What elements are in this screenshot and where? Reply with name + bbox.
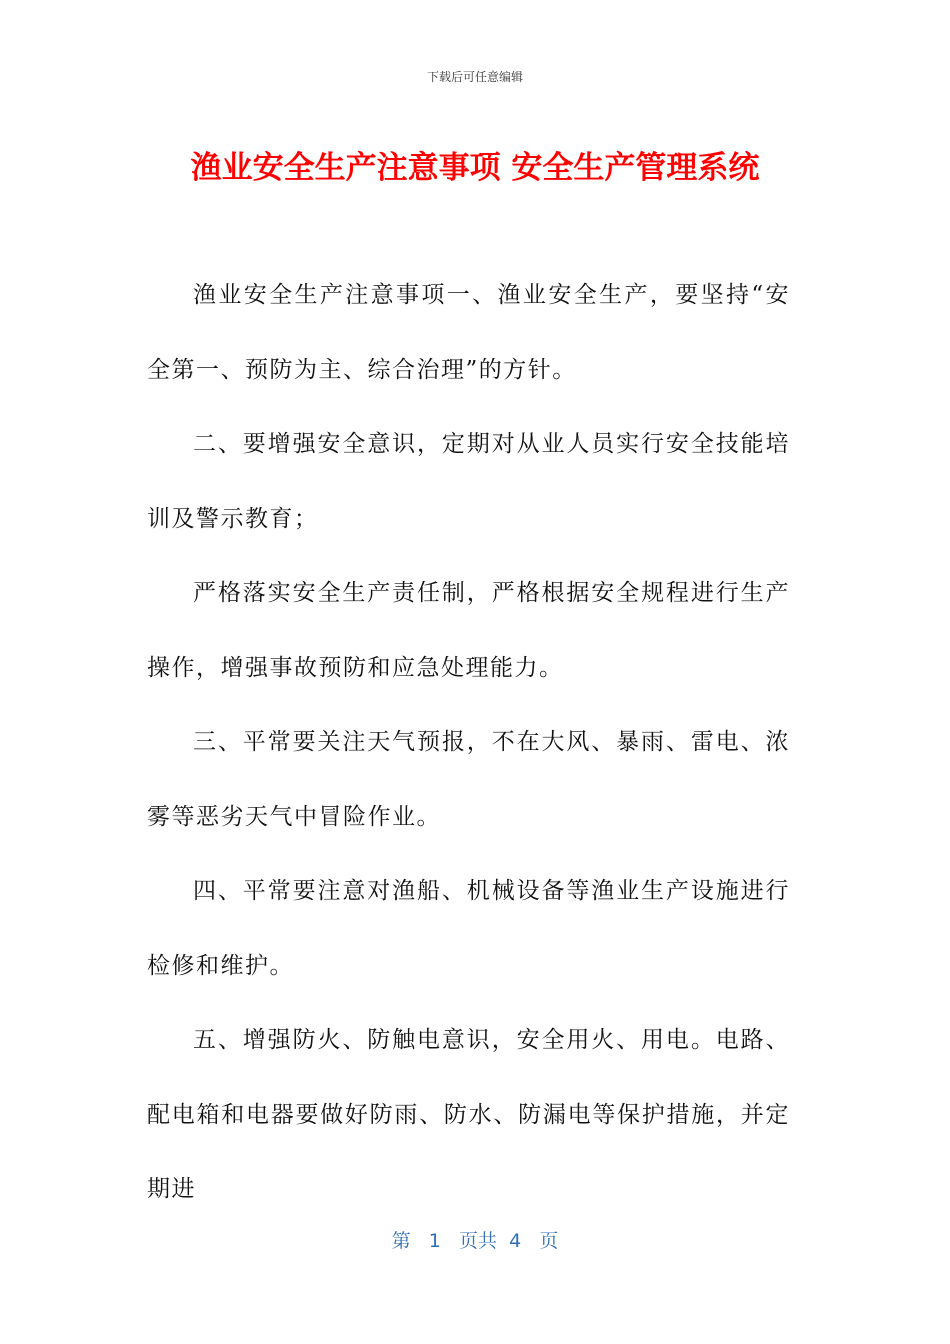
paragraph: 二、要增强安全意识，定期对从业人员实行安全技能培训及警示教育； [147, 431, 790, 532]
page-total: 4 [509, 1230, 522, 1252]
document-body [147, 258, 790, 1227]
page-footer [0, 1226, 950, 1253]
paragraph: 渔业安全生产注意事项一、渔业安全生产，要坚持“安全第一、预防为主、综合治理”的方针。 [147, 282, 790, 383]
page-label-prefix: 第 [391, 1230, 411, 1252]
document-title: 渔业安全生产注意事项 安全生产管理系统 [190, 150, 760, 186]
paragraph: 严格落实安全生产责任制，严格根据安全规程进行生产操作，增强事故预防和应急处理能力。 [147, 580, 790, 681]
paragraph: 三、平常要关注天气预报，不在大风、暴雨、雷电、浓雾等恶劣天气中冒险作业。 [147, 729, 790, 830]
page-label-suffix: 页 [539, 1230, 559, 1252]
paragraph: 五、增强防火、防触电意识，安全用火、用电。电路、配电箱和电器要做好防雨、防水、防漏电等保护措施，并定期进 [147, 1027, 790, 1202]
paragraph: 四、平常要注意对渔船、机械设备等渔业生产设施进行检修和维护。 [147, 878, 790, 979]
page-number: 1 [428, 1230, 441, 1252]
page-label-mid: 页共 [459, 1230, 498, 1252]
header-note: 下载后可任意编辑 [426, 70, 523, 84]
